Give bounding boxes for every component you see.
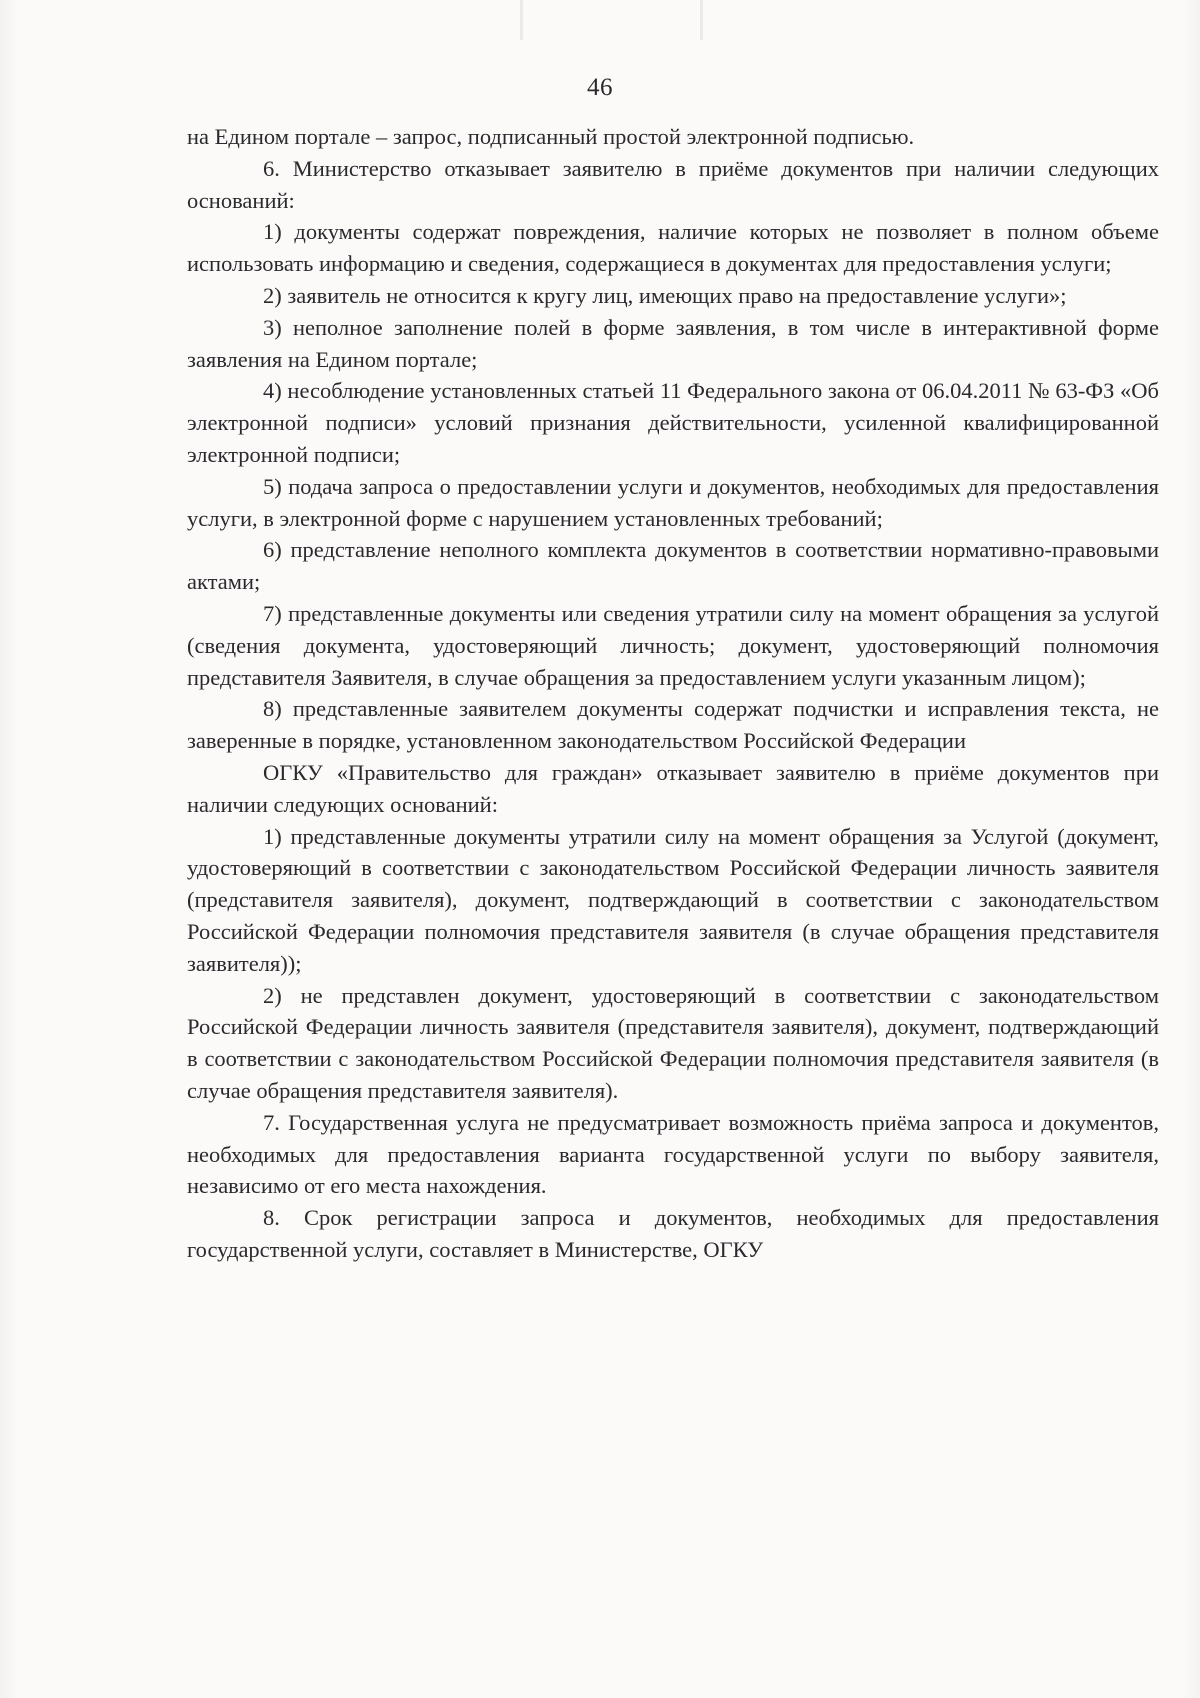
document-body — [187, 121, 1159, 1266]
ogku-intro: ОГКУ «Правительство для граждан» отказывает заявителю в приёме документов при наличии следующих оснований: — [187, 759, 1159, 817]
scan-artifact — [700, 0, 703, 40]
paragraph-item-7: 7. Государственная услуга не предусматривает возможность приёма запроса и документов, необходимых для предоставления варианта государственной услуги по выбору заявителя, независимо от его места нахождения. — [187, 1109, 1159, 1199]
ministry-ground-3: 3) неполное заполнение полей в форме заявления, в том числе в интерактивной форме заявления на Едином портале; — [187, 314, 1159, 372]
paragraph-item-6: 6. Министерство отказывает заявителю в приёме документов при наличии следующих оснований: — [187, 155, 1159, 213]
ministry-ground-1: 1) документы содержат повреждения, наличие которых не позволяет в полном объеме использовать информацию и сведения, содержащиеся в документах для предоставления услуги; — [187, 219, 1159, 277]
page-number: 46 — [587, 74, 613, 101]
paragraph-continuation: на Едином портале – запрос, подписанный простой электронной подписью. — [187, 124, 915, 149]
ministry-ground-6: 6) представление неполного комплекта документов в соответствии нормативно-правовыми актами; — [187, 537, 1159, 595]
ogku-ground-1: 1) представленные документы утратили силу на момент обращения за Услугой (документ, удостоверяющий в соответствии с законодательством Российской Федерации личность заявителя (представителя заявителя), документ, подтверждающий в соответствии с законодательством Российской Федерации полномочия представителя заявителя (в случае обращения представителя заявителя)); — [187, 823, 1159, 976]
ministry-ground-5: 5) подача запроса о предоставлении услуги и документов, необходимых для предоставления услуги, в электронной форме с нарушением установленных требований; — [187, 473, 1159, 531]
ministry-ground-4: 4) несоблюдение установленных статьей 11 Федерального закона от 06.04.2011 № 63-ФЗ «Об электронной подписи» условий признания действительности, усиленной квалифицированной электронной подписи; — [187, 378, 1159, 467]
ministry-ground-7: 7) представленные документы или сведения утратили силу на момент обращения за услугой (сведения документа, удостоверяющий личность; документ, удостоверяющий полномочия представителя Заявителя, в случае обращения за предоставлением услуги указанным лицом); — [187, 600, 1159, 690]
ministry-ground-2: 2) заявитель не относится к кругу лиц, имеющих право на предоставление услуги»; — [263, 282, 1067, 308]
ministry-ground-8: 8) представленные заявителем документы содержат подчистки и исправления текста, не заверенные в порядке, установленном законодательством Российской Федерации — [187, 696, 1159, 754]
paragraph-item-8: 8. Срок регистрации запроса и документов, необходимых для предоставления государственной услуги, составляет в Министерстве, ОГКУ — [187, 1205, 1159, 1262]
ogku-ground-2: 2) не представлен документ, удостоверяющий в соответствии с законодательством Российской Федерации личность заявителя (представителя заявителя), документ, подтверждающий в соответствии с законодательством Российской Федерации полномочия представителя заявителя (в случае обращения представителя заявителя). — [187, 982, 1159, 1103]
scan-artifact — [520, 0, 523, 40]
